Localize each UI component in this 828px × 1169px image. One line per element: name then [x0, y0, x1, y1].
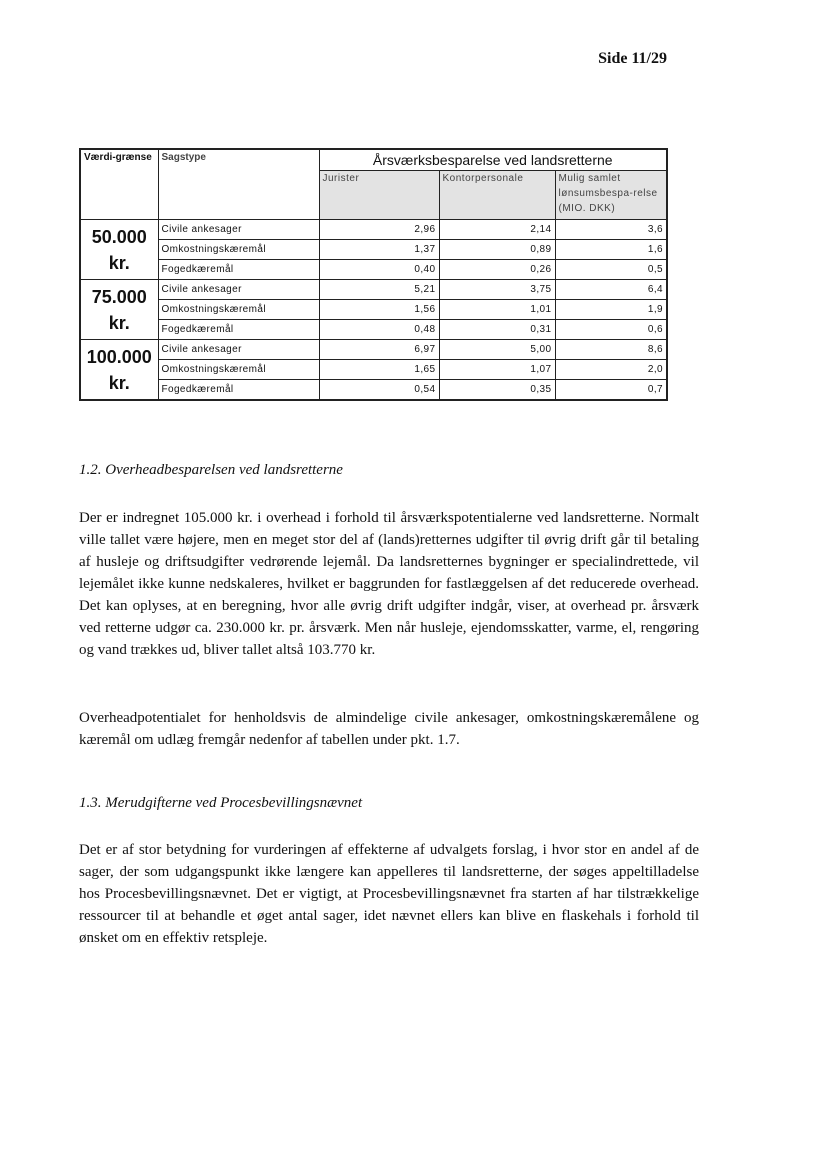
table-row: [80, 340, 667, 360]
kontorpersonale-cell: 1,07: [439, 360, 555, 380]
kontorpersonale-cell: 0,35: [439, 380, 555, 401]
case-type-cell: Fogedkæremål: [158, 320, 319, 340]
case-type-cell: Fogedkæremål: [158, 260, 319, 280]
jurister-cell: 0,40: [319, 260, 439, 280]
kontorpersonale-cell: 0,26: [439, 260, 555, 280]
header-group-title: Årsværksbesparelse ved landsretterne: [319, 149, 667, 171]
mulig-besparelse-cell: 6,4: [555, 280, 667, 300]
jurister-cell: 6,97: [319, 340, 439, 360]
table-row: [80, 260, 667, 280]
jurister-cell: 1,56: [319, 300, 439, 320]
mulig-besparelse-cell: 8,6: [555, 340, 667, 360]
mulig-besparelse-cell: 1,6: [555, 240, 667, 260]
paragraph-overheadpotentiale: Overheadpotentialet for henholdsvis de almindelige civile ankesager, omkostningskæremålene og kæremål om udlæg fremgår nedenfor af tabellen under pkt. 1.7.: [79, 710, 699, 748]
case-type-cell: Omkostningskæremål: [158, 360, 319, 380]
case-type-cell: Omkostningskæremål: [158, 240, 319, 260]
kontorpersonale-cell: 2,14: [439, 220, 555, 240]
mulig-besparelse-cell: 3,6: [555, 220, 667, 240]
jurister-cell: 1,65: [319, 360, 439, 380]
table-row: [80, 240, 667, 260]
table-row: [80, 300, 667, 320]
table-row: [80, 280, 667, 300]
kontorpersonale-cell: 0,89: [439, 240, 555, 260]
case-type-cell: Civile ankesager: [158, 220, 319, 240]
table-row: [80, 380, 667, 401]
header-jurister: Jurister: [319, 171, 439, 220]
table-row: [80, 320, 667, 340]
value-limit-label: 50.000 kr.: [80, 220, 158, 280]
kontorpersonale-cell: 1,01: [439, 300, 555, 320]
case-type-cell: Omkostningskæremål: [158, 300, 319, 320]
jurister-cell: 5,21: [319, 280, 439, 300]
case-type-cell: Civile ankesager: [158, 280, 319, 300]
table-row: [80, 220, 667, 240]
table-row: [80, 360, 667, 380]
savings-table: [79, 148, 668, 401]
mulig-besparelse-cell: 0,6: [555, 320, 667, 340]
paragraph-overhead: Der er indregnet 105.000 kr. i overhead i forhold til årsværkspotentialerne ved landsretterne. Normalt ville tallet være højere, men en meget stor del af (lands)retternes udgifter til øvrig drift går til betaling af husleje og driftsudgifter vedrørende lejemål. Da landsretternes bygninger er specialindrettede, vil lejemålet ikke kunne nedskaleres, hvilket er baggrunden for fastlæggelsen af det reducerede overhead. Det kan oplyses, at en beregning, hvor alle øvrig drift udgifter indgår, viser, at overhead pr. årsværk ved retterne udgør ca. 230.000 kr. pr. årsværk. Men når husleje, ejendomsskatter, varme, el, rengøring og vand trækkes ud, bliver tallet altså 103.770 kr.: [79, 510, 699, 658]
header-mulig: Mulig samlet lønsumsbespa-relse (MIO. DKK): [555, 171, 667, 220]
header-vaerdigraense: Værdi-grænse: [80, 149, 158, 220]
header-sagstype: Sagstype: [158, 149, 319, 220]
jurister-cell: 2,96: [319, 220, 439, 240]
value-limit-label: 75.000 kr.: [80, 280, 158, 340]
paragraph-procesbevilling: Det er af stor betydning for vurderingen af effekterne af udvalgets forslag, i hvor stor en andel af de sager, der som udgangspunkt ikke længere kan appelleres til landsretterne, der søges appeltilladelse hos Procesbevillingsnævnet. Det er vigtigt, at Procesbevillingsnævnet fra starten af har tilstrækkelige ressourcer til at behandle et øget antal sager, idet nævnet ellers kan blive en flaskehals i forhold til ønsket om en effektiv retspleje.: [79, 842, 699, 946]
mulig-besparelse-cell: 0,7: [555, 380, 667, 401]
jurister-cell: 0,54: [319, 380, 439, 401]
mulig-besparelse-cell: 0,5: [555, 260, 667, 280]
jurister-cell: 0,48: [319, 320, 439, 340]
mulig-besparelse-cell: 1,9: [555, 300, 667, 320]
table-body: [80, 220, 667, 401]
page-number: Side 11/29: [598, 50, 667, 67]
header-kontorpersonale: Kontorpersonale: [439, 171, 555, 220]
section-heading-1-2: 1.2. Overheadbesparelsen ved landsretterne: [79, 462, 343, 478]
kontorpersonale-cell: 3,75: [439, 280, 555, 300]
kontorpersonale-cell: 5,00: [439, 340, 555, 360]
case-type-cell: Fogedkæremål: [158, 380, 319, 401]
case-type-cell: Civile ankesager: [158, 340, 319, 360]
kontorpersonale-cell: 0,31: [439, 320, 555, 340]
jurister-cell: 1,37: [319, 240, 439, 260]
table-header-row: [80, 149, 667, 171]
value-limit-label: 100.000 kr.: [80, 340, 158, 401]
mulig-besparelse-cell: 2,0: [555, 360, 667, 380]
section-heading-1-3: 1.3. Merudgifterne ved Procesbevillingsnævnet: [79, 795, 363, 811]
